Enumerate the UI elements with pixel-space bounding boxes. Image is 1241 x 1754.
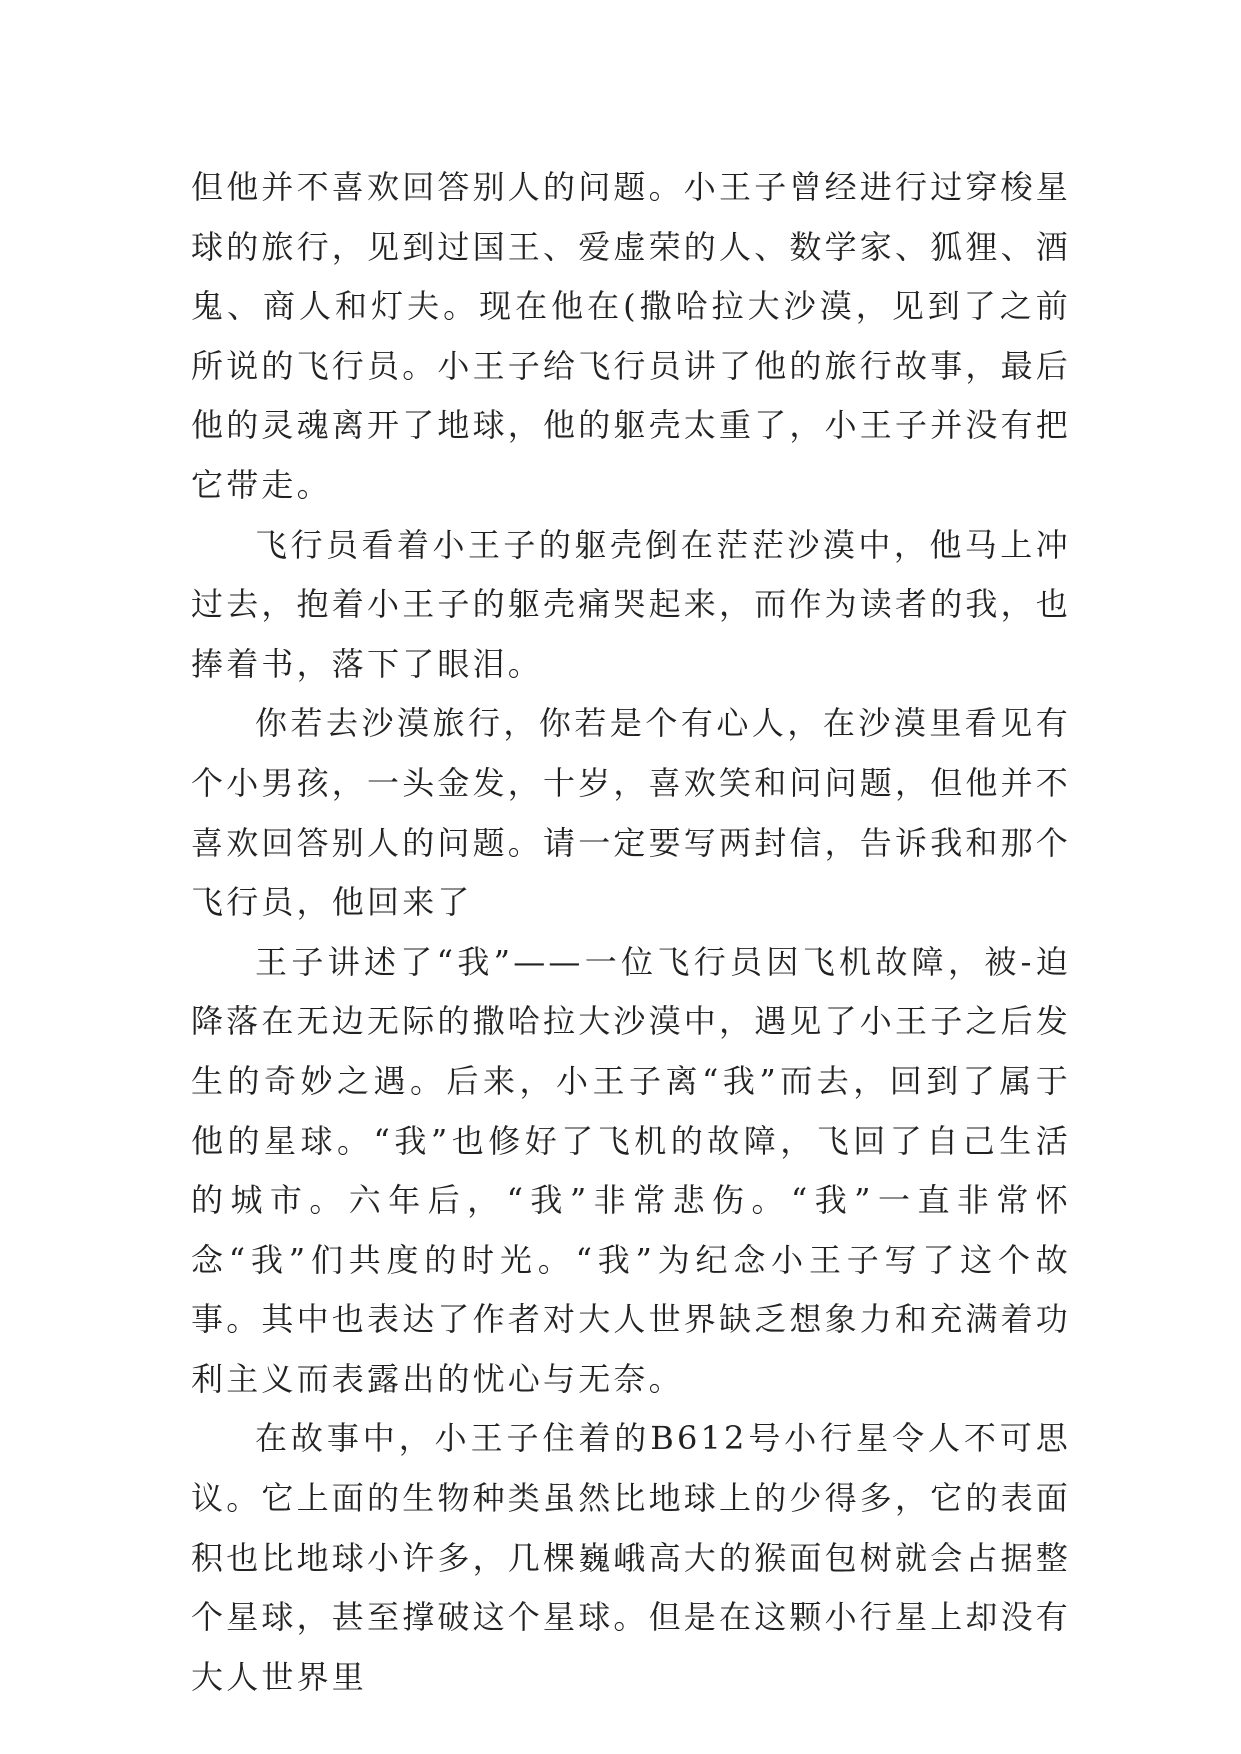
body-text <box>191 158 1071 1707</box>
paragraph-1: 但他并不喜欢回答别人的问题。小王子曾经进行过穿梭星球的旅行，见到过国王、爱虚荣的人、数学家、狐狸、酒鬼、商人和灯夫。现在他在(撒哈拉大沙漠，见到了之前所说的飞行员。小王子给飞行员讲了他的旅行故事，最后他的灵魂离开了地球，他的躯壳太重了，小王子并没有把它带走。 <box>191 168 1072 504</box>
paragraph-2: 飞行员看着小王子的躯壳倒在茫茫沙漠中，他马上冲过去，抱着小王子的躯壳痛哭起来，而作为读者的我，也捧着书，落下了眼泪。 <box>191 525 1072 683</box>
paragraph-3: 你若去沙漠旅行，你若是个有心人，在沙漠里看见有个小男孩，一头金发，十岁，喜欢笑和问问题，但他并不喜欢回答别人的问题。请一定要写两封信，告诉我和那个飞行员，他回来了 <box>191 704 1072 922</box>
paragraph-4: 王子讲述了“我”——一位飞行员因飞机故障，被-迫降落在无边无际的撒哈拉大沙漠中，遇见了小王子之后发生的奇妙之遇。后来，小王子离“我”而去，回到了属于他的星球。“我”也修好了飞机的故障，飞回了自己生活的城市。六年后，“我”非常悲伤。“我”一直非常怀念“我”们共度的时光。“我”为纪念小王子写了这个故事。其中也表达了作者对大人世界缺乏想象力和充满着功利主义而表露出的忧心与无奈。 <box>191 942 1072 1398</box>
paragraph-5: 在故事中，小王子住着的B612号小行星令人不可思议。它上面的生物种类虽然比地球上的少得多，它的表面积也比地球小许多，几棵巍峨高大的猴面包树就会占据整个星球，甚至撑破这个星球。但是在这颗小行星上却没有大人世界里 <box>191 1419 1072 1696</box>
